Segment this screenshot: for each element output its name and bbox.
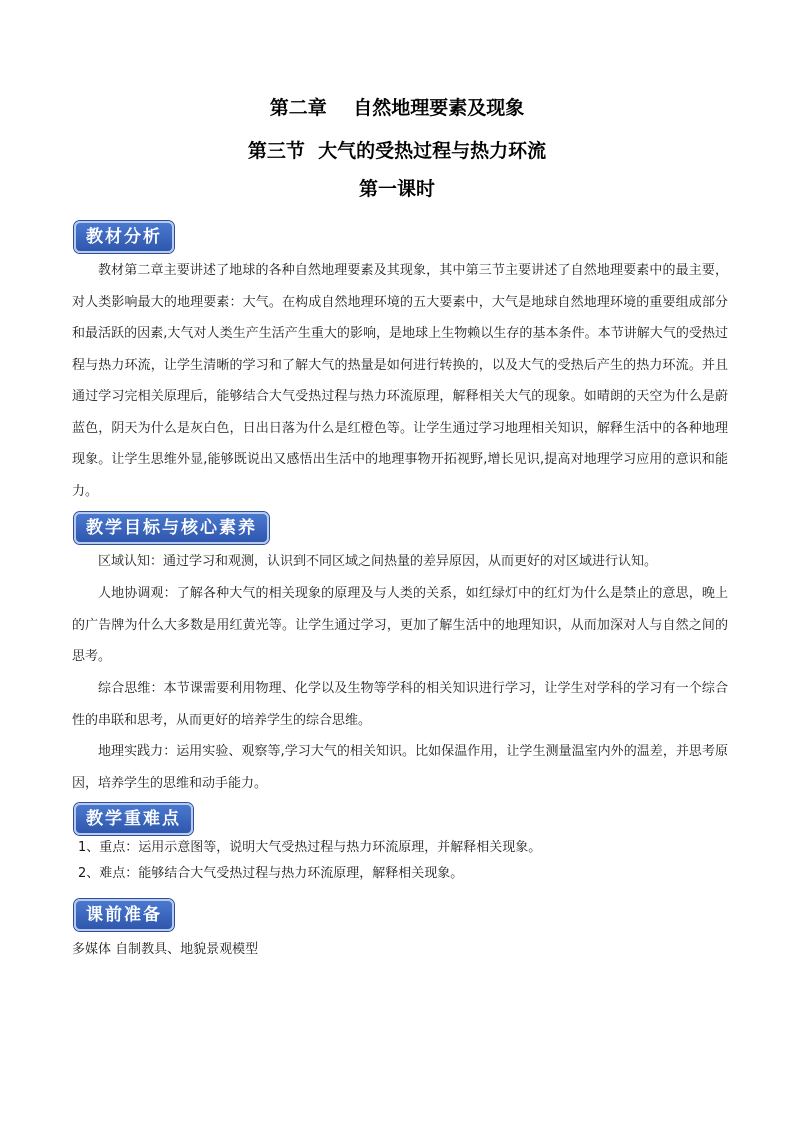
- objective-regional-cognition: 区域认知：通过学习和观测，认识到不同区域之间热量的差异原因，从而更好的对区域进行认知。: [98, 554, 658, 569]
- objective-comprehensive-thinking: 综合思维：本节课需要利用物理、化学以及生物等学科的相关知识进行学习，让学生对学科的学习有一个综合性的串联和思考，从而更好的培养学生的综合思维。: [72, 681, 728, 728]
- preparation-text: 多媒体 自制教具、地貌景观模型: [72, 942, 259, 957]
- keypoint-focus: 1、重点：运用示意图等，说明大气受热过程与热力环流原理，并解释相关现象。: [78, 840, 542, 855]
- heading-keypoints: 教学重难点: [74, 803, 193, 835]
- chapter-title: 第二章 自然地理要素及现象: [269, 97, 525, 119]
- objective-practice: 地理实践力：运用实验、观察等,学习大气的相关知识。比如保温作用，让学生测量温室内外的温差，并思考原因，培养学生的思维和动手能力。: [72, 744, 728, 791]
- section-title: 第三节 大气的受热过程与热力环流: [247, 140, 547, 162]
- lesson-title: 第一课时: [358, 178, 435, 200]
- objective-human-earth: 人地协调观：了解各种大气的相关现象的原理及与人类的关系，如红绿灯中的红灯为什么是禁止的意思，晚上的广告牌为什么大多数是用红黄光等。让学生通过学习，更加了解生活中的地理知识，从而加深对人与自然之间的思考。: [72, 586, 728, 664]
- analysis-text: 教材第二章主要讲述了地球的各种自然地理要素及其现象，其中第三节主要讲述了自然地理要素中的最主要，对人类影响最大的地理要素：大气。在构成自然地理环境的五大要素中，大气是地球自然地理环境的重要组成部分和最活跃的因素,大气对人类生产生活产生重大的影响，是地球上生物赖以生存的基本条件。本节讲解大气的受热过程与热力环流，让学生清晰的学习和了解大气的热量是如何进行转换的，以及大气的受热后产生的热力环流。并且通过学习完相关原理后，能够结合大气受热过程与热力环流原理，解释相关大气的现象。如晴朗的天空为什么是蔚蓝色，阴天为什么是灰白色，日出日落为什么是红橙色等。让学生通过学习地理相关知识，解释生活中的各种地理现象。让学生思维外显,能够既说出又感悟出生活中的地理事物开拓视野,增长见识,提高对地理学习应用的意识和能力。: [72, 263, 728, 499]
- keypoint-difficulty: 2、难点：能够结合大气受热过程与热力环流原理，解释相关现象。: [78, 866, 464, 881]
- heading-analysis: 教材分析: [74, 221, 174, 253]
- heading-preparation: 课前准备: [74, 899, 174, 931]
- heading-objectives: 教学目标与核心素养: [74, 512, 269, 544]
